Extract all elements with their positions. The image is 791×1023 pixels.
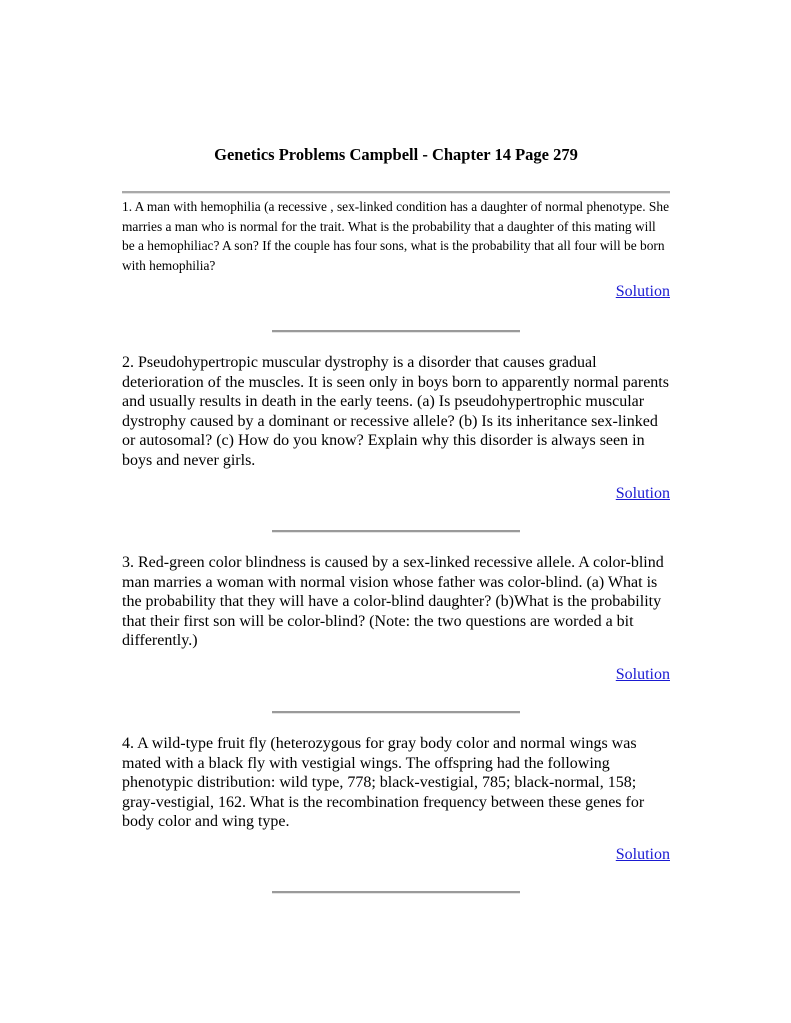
problem-4-divider [272, 891, 520, 894]
problem-1-solution-link[interactable]: Solution [615, 283, 670, 300]
page-title: Genetics Problems Campbell - Chapter 14 Page 279 [214, 145, 578, 164]
problem-2-text: 2. Pseudohypertropic muscular dystrophy is a disorder that causes gradual deterioration of the muscles. It is seen only in boys born to apparently normal parents and usually results in death in the early teens. (a) Is pseudohypertrophic muscular dystrophy caused by a dominant or recessive allele? (b) Is its inheritance sex-linked or autosomal? (c) How do you know? Explain why this disorder is always seen in boys and never girls. [122, 354, 669, 469]
problem-4-text: 4. A wild-type fruit fly (heterozygous for gray body color and normal wings was mated with a black fly with vestigial wings. The offspring had the following phenotypic distribution: wild type, 778; black-vestigial, 785; black-normal, 158; gray-vestigial, 162. What is the recombination frequency between these genes for body color and wing type. [122, 735, 645, 831]
problem-1-text: 1. A man with hemophilia (a recessive , sex-linked condition has a daughter of normal phenotype. She marries a man who is normal for the trait. What is the probability that a daughter of this mating will be a hemophiliac? A son? If the couple has four sons, what is the probability that all four will be born with hemophilia? [122, 199, 670, 273]
problem-2-divider [272, 530, 520, 533]
problem-1-divider [272, 330, 520, 333]
problem-3-solution-link[interactable]: Solution [615, 666, 670, 683]
problem-4-solution-link[interactable]: Solution [615, 846, 670, 863]
problem-2-solution-link[interactable]: Solution [615, 485, 670, 502]
problem-3-divider [272, 711, 520, 714]
title-divider [122, 191, 670, 194]
problem-3-text: 3. Red-green color blindness is caused by a sex-linked recessive allele. A color-blind man marries a woman with normal vision whose father was color-blind. (a) What is the probability that they will have a color-blind daughter? (b)What is the probability that their first son will be color-blind? (Note: the two questions are worded a bit differently.) [122, 554, 664, 650]
